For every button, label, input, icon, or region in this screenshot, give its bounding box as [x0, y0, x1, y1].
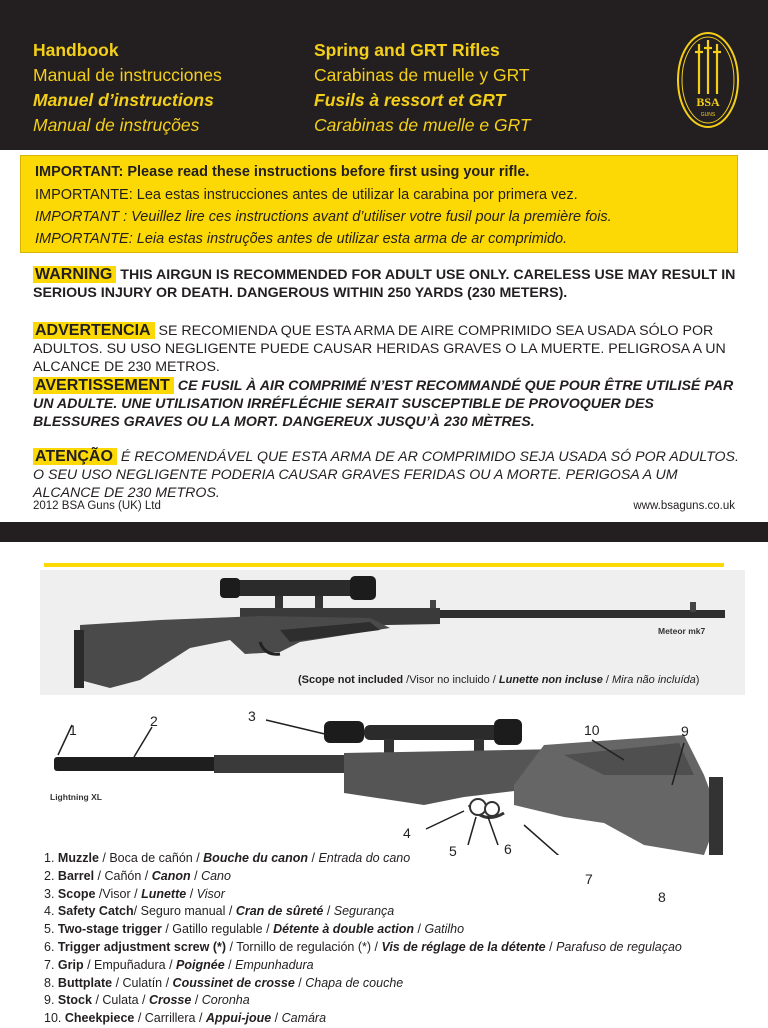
- subtitle-en: Spring and GRT Rifles: [314, 40, 500, 60]
- warning-tag-en: WARNING: [33, 266, 116, 283]
- callout-4: 4: [403, 825, 411, 841]
- logo-subtext: GUNS: [700, 112, 716, 118]
- logo-text: BSA: [696, 95, 720, 109]
- website-url: www.bsaguns.co.uk: [633, 500, 735, 512]
- callout-2: 2: [150, 713, 158, 729]
- important-fr: IMPORTANT : Veuillez lire ces instructions avant d’utiliser votre fusil pour la première fois.: [35, 209, 612, 225]
- list-item: 7. Grip / Empuñadura / Poignée / Empunhadura: [44, 957, 314, 972]
- callout-5: 5: [449, 843, 457, 859]
- warning-text-pt: É RECOMENDÁVEL QUE ESTA ARMA DE AR COMPRIMIDO SEJA USADA SÓ POR ADULTOS. O SEU USO NEGLIGENTE PODERIA CAUSAR GRAVES FERIDAS OU A MORTE. PERIGOSA A UM ALCANCE DE 230 METROS.: [33, 449, 739, 501]
- subtitle-es: Carabinas de muelle y GRT: [314, 65, 530, 85]
- list-item: 1. Muzzle / Boca de cañón / Bouche du canon / Entrada do cano: [44, 851, 411, 865]
- important-pt-label: IMPORTANTE:: [35, 231, 133, 247]
- caption-es: /Visor no incluido /: [403, 674, 499, 686]
- list-item: 9. Stock / Culata / Crosse / Coronha: [44, 993, 250, 1008]
- important-notice-box: [20, 155, 738, 253]
- warning-tag-fr: AVERTISSEMENT: [33, 377, 174, 394]
- important-es: [35, 187, 578, 203]
- scope-caption: [298, 674, 699, 686]
- list-item: 8. Buttplate / Culatín / Coussinet de crosse / Chapa de couche: [44, 975, 404, 990]
- header-band: [0, 0, 768, 150]
- warning-text-es: SE RECOMIENDA QUE ESTA ARMA DE AIRE COMPRIMIDO SEA USADA SÓLO POR ADULTOS. SU USO NEGLIGENTE PUEDE CAUSAR HERIDAS GRAVES O LA MUERTE. PELIGROSA A UN ALCANCE DE 230 METROS.: [33, 323, 726, 375]
- title-pt: Manual de instruções: [33, 115, 200, 135]
- caption-end: ): [695, 674, 700, 686]
- important-pt-text: Leia estas instruções antes de utilizar esta arma de ar comprimido.: [132, 231, 568, 247]
- title-fr: Manuel d’instructions: [33, 90, 214, 110]
- caption-fr: Lunette non incluse: [498, 674, 603, 686]
- important-es-text: Lea estas instrucciones antes de utilizar la carabina por primera vez.: [132, 187, 578, 203]
- lightning-rifle-image: [44, 705, 744, 855]
- caption-sep: /: [602, 674, 612, 686]
- callout-6: 6: [504, 841, 512, 857]
- warning-pt: [33, 448, 743, 502]
- caption-en: (Scope not included: [298, 674, 404, 686]
- caption-pt: Mira não incluída: [612, 674, 696, 686]
- title-en: Handbook: [33, 40, 119, 60]
- yellow-rule: [44, 563, 724, 567]
- callout-10: 10: [584, 722, 600, 738]
- subtitle-fr: Fusils à ressort et GRT: [314, 90, 506, 110]
- list-item: 2. Barrel / Cañón / Canon / Cano: [44, 868, 231, 883]
- important-en: IMPORTANT: Please read these instructions before first using your rifle.: [35, 164, 530, 180]
- important-pt: [35, 231, 567, 247]
- list-item: 3. Scope /Visor / Lunette / Visor: [44, 886, 225, 901]
- bsa-logo: [675, 30, 741, 130]
- callout-1: 1: [69, 722, 77, 738]
- list-item: 5. Two-stage trigger / Gatillo regulable / Détente à double action / Gatilho: [44, 922, 465, 937]
- warning-es: [33, 322, 743, 376]
- warning-fr: [33, 377, 743, 431]
- subtitle-pt: Carabinas de muelle e GRT: [314, 115, 531, 135]
- callout-9: 9: [681, 723, 689, 739]
- callout-8: 8: [658, 889, 666, 905]
- page-divider: [0, 522, 768, 542]
- list-item: 6. Trigger adjustment screw (*) / Tornillo de regulación (*) / Vis de réglage de la détente / Parafuso de regulaçao: [44, 939, 682, 954]
- warning-text-en: THIS AIRGUN IS RECOMMENDED FOR ADULT USE ONLY. CARELESS USE MAY RESULT IN SERIOUS INJURY OR DEATH. DANGEROUS WITHIN 250 YARDS (230 METERS).: [33, 267, 736, 301]
- callout-3: 3: [248, 708, 256, 724]
- list-item: 10. Cheekpiece / Carrillera / Appui-joue / Camára: [44, 1011, 327, 1026]
- callout-7: 7: [585, 871, 593, 887]
- important-es-label: IMPORTANTE:: [35, 187, 133, 203]
- meteor-label: Meteor mk7: [658, 626, 706, 636]
- warning-tag-es: ADVERTENCIA: [33, 322, 155, 339]
- parts-list: [44, 850, 682, 1028]
- list-item: 4. Safety Catch/ Seguro manual / Cran de sûreté / Segurança: [44, 904, 395, 919]
- header-right-titles: [314, 38, 531, 138]
- warning-en: [33, 266, 743, 302]
- lightning-label: Lightning XL: [50, 792, 102, 802]
- header-left-titles: [33, 38, 222, 138]
- title-es: Manual de instrucciones: [33, 65, 222, 85]
- warning-tag-pt: ATENÇÃO: [33, 448, 117, 465]
- copyright: 2012 BSA Guns (UK) Ltd: [33, 500, 161, 512]
- warning-text-fr: CE FUSIL À AIR COMPRIMÉ N’EST RECOMMANDÉ QUE POUR ÊTRE UTILISÉ PAR UN ADULTE. UNE UTILISATION IRRÉFLÉCHIE SERAIT SUSCEPTIBLE DE PROVOQUER DES BLESSURES GRAVES OU LA MORT. DANGEREUX JUSQU’À 230 MÈTRES.: [33, 378, 734, 430]
